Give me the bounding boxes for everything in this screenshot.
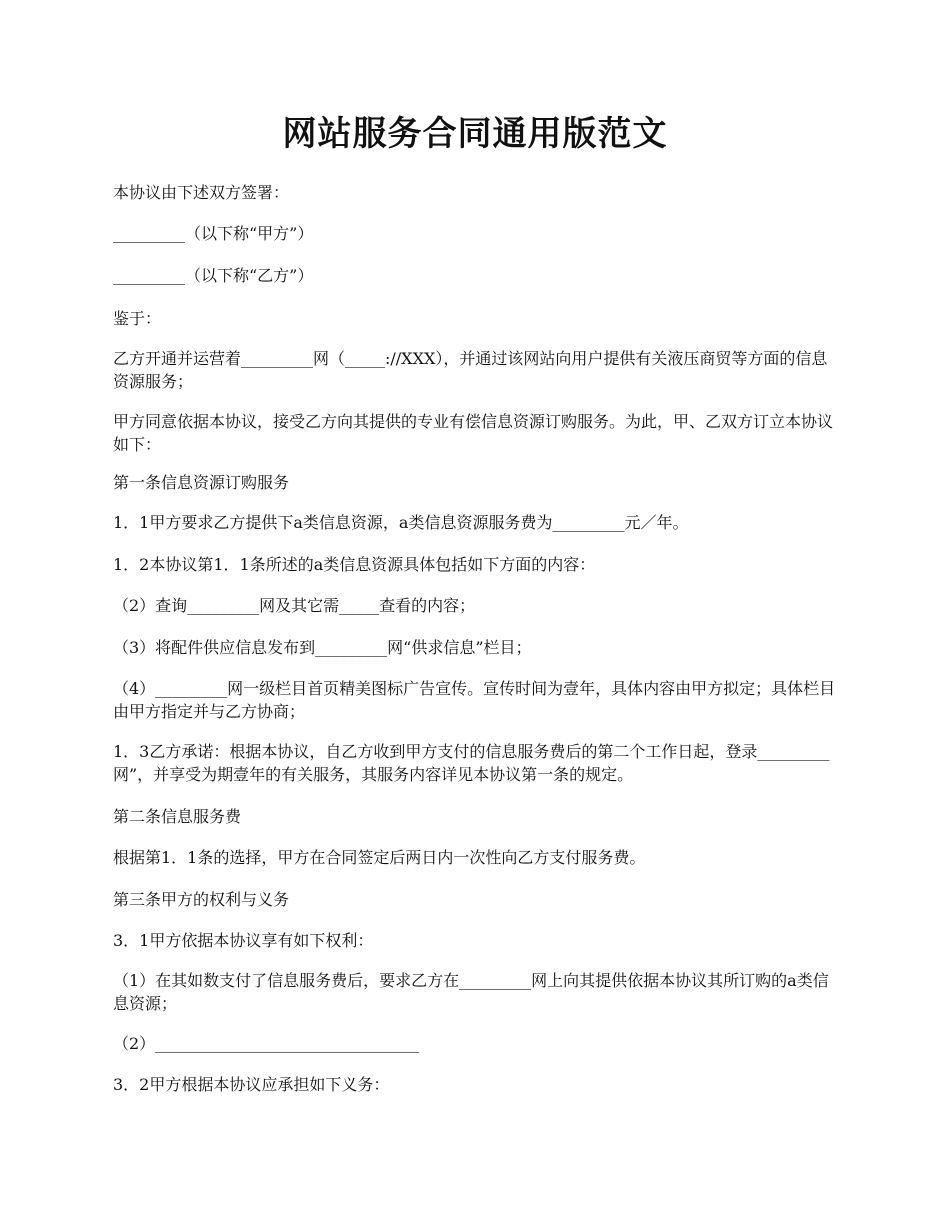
whereas-paragraph-1: 乙方开通并运营着_________网（_____://XXX），并通过该网站向用户提供有关液压商贸等方面的信息资源服务； [113, 349, 828, 391]
party-a-line: _________（以下称“甲方”） [113, 224, 314, 243]
whereas-paragraph-2: 甲方同意依据本协议，接受乙方向其提供的专业有偿信息资源订购服务。为此，甲、乙双方订立本协议如下： [113, 412, 834, 454]
clause-1-3: 1．3乙方承诺：根据本协议，自乙方收到甲方支付的信息服务费后的第二个工作日起，登录_________网”，并享受为期壹年的有关服务，其服务内容详见本协议第一条的规定。 [113, 742, 830, 784]
article-1-heading: 第一条信息资源订购服务 [113, 473, 290, 492]
clause-1-2-item-3: （3）将配件供应信息发布到_________网“供求信息”栏目； [113, 638, 532, 657]
article-3-heading: 第三条甲方的权利与义务 [113, 890, 290, 909]
article-2-paragraph: 根据第1．1条的选择，甲方在合同签定后两日内一次性向乙方支付服务费。 [113, 848, 646, 867]
clause-1-2-item-4: （4）_________网一级栏目首页精美图标广告宣传。宣传时间为壹年，具体内容由甲方拟定；具体栏目由甲方指定并与乙方协商； [113, 679, 836, 721]
clause-3-1-item-2: （2）_________________________________ [113, 1034, 420, 1053]
clause-1-2-item-2: （2）查询_________网及其它需_____查看的内容； [113, 596, 476, 615]
clause-1-1: 1．1甲方要求乙方提供下a类信息资源，a类信息资源服务费为_________元／年。 [113, 513, 689, 532]
clause-1-2: 1．2本协议第1．1条所述的a类信息资源具体包括如下方面的内容： [113, 555, 596, 574]
article-2-heading: 第二条信息服务费 [113, 807, 242, 826]
intro-paragraph: 本协议由下述双方签署： [113, 183, 290, 202]
document-title: 网站服务合同通用版范文 [282, 114, 668, 154]
clause-3-1: 3．1甲方依据本协议享有如下权利： [113, 931, 374, 950]
whereas-heading: 鉴于： [113, 309, 162, 328]
clause-3-1-item-1: （1）在其如数支付了信息服务费后，要求乙方在_________网上向其提供依据本协议其所订购的a类信息资源； [113, 971, 829, 1013]
clause-3-2: 3．2甲方根据本协议应承担如下义务： [113, 1075, 390, 1094]
party-b-line: _________（以下称“乙方”） [113, 266, 314, 285]
